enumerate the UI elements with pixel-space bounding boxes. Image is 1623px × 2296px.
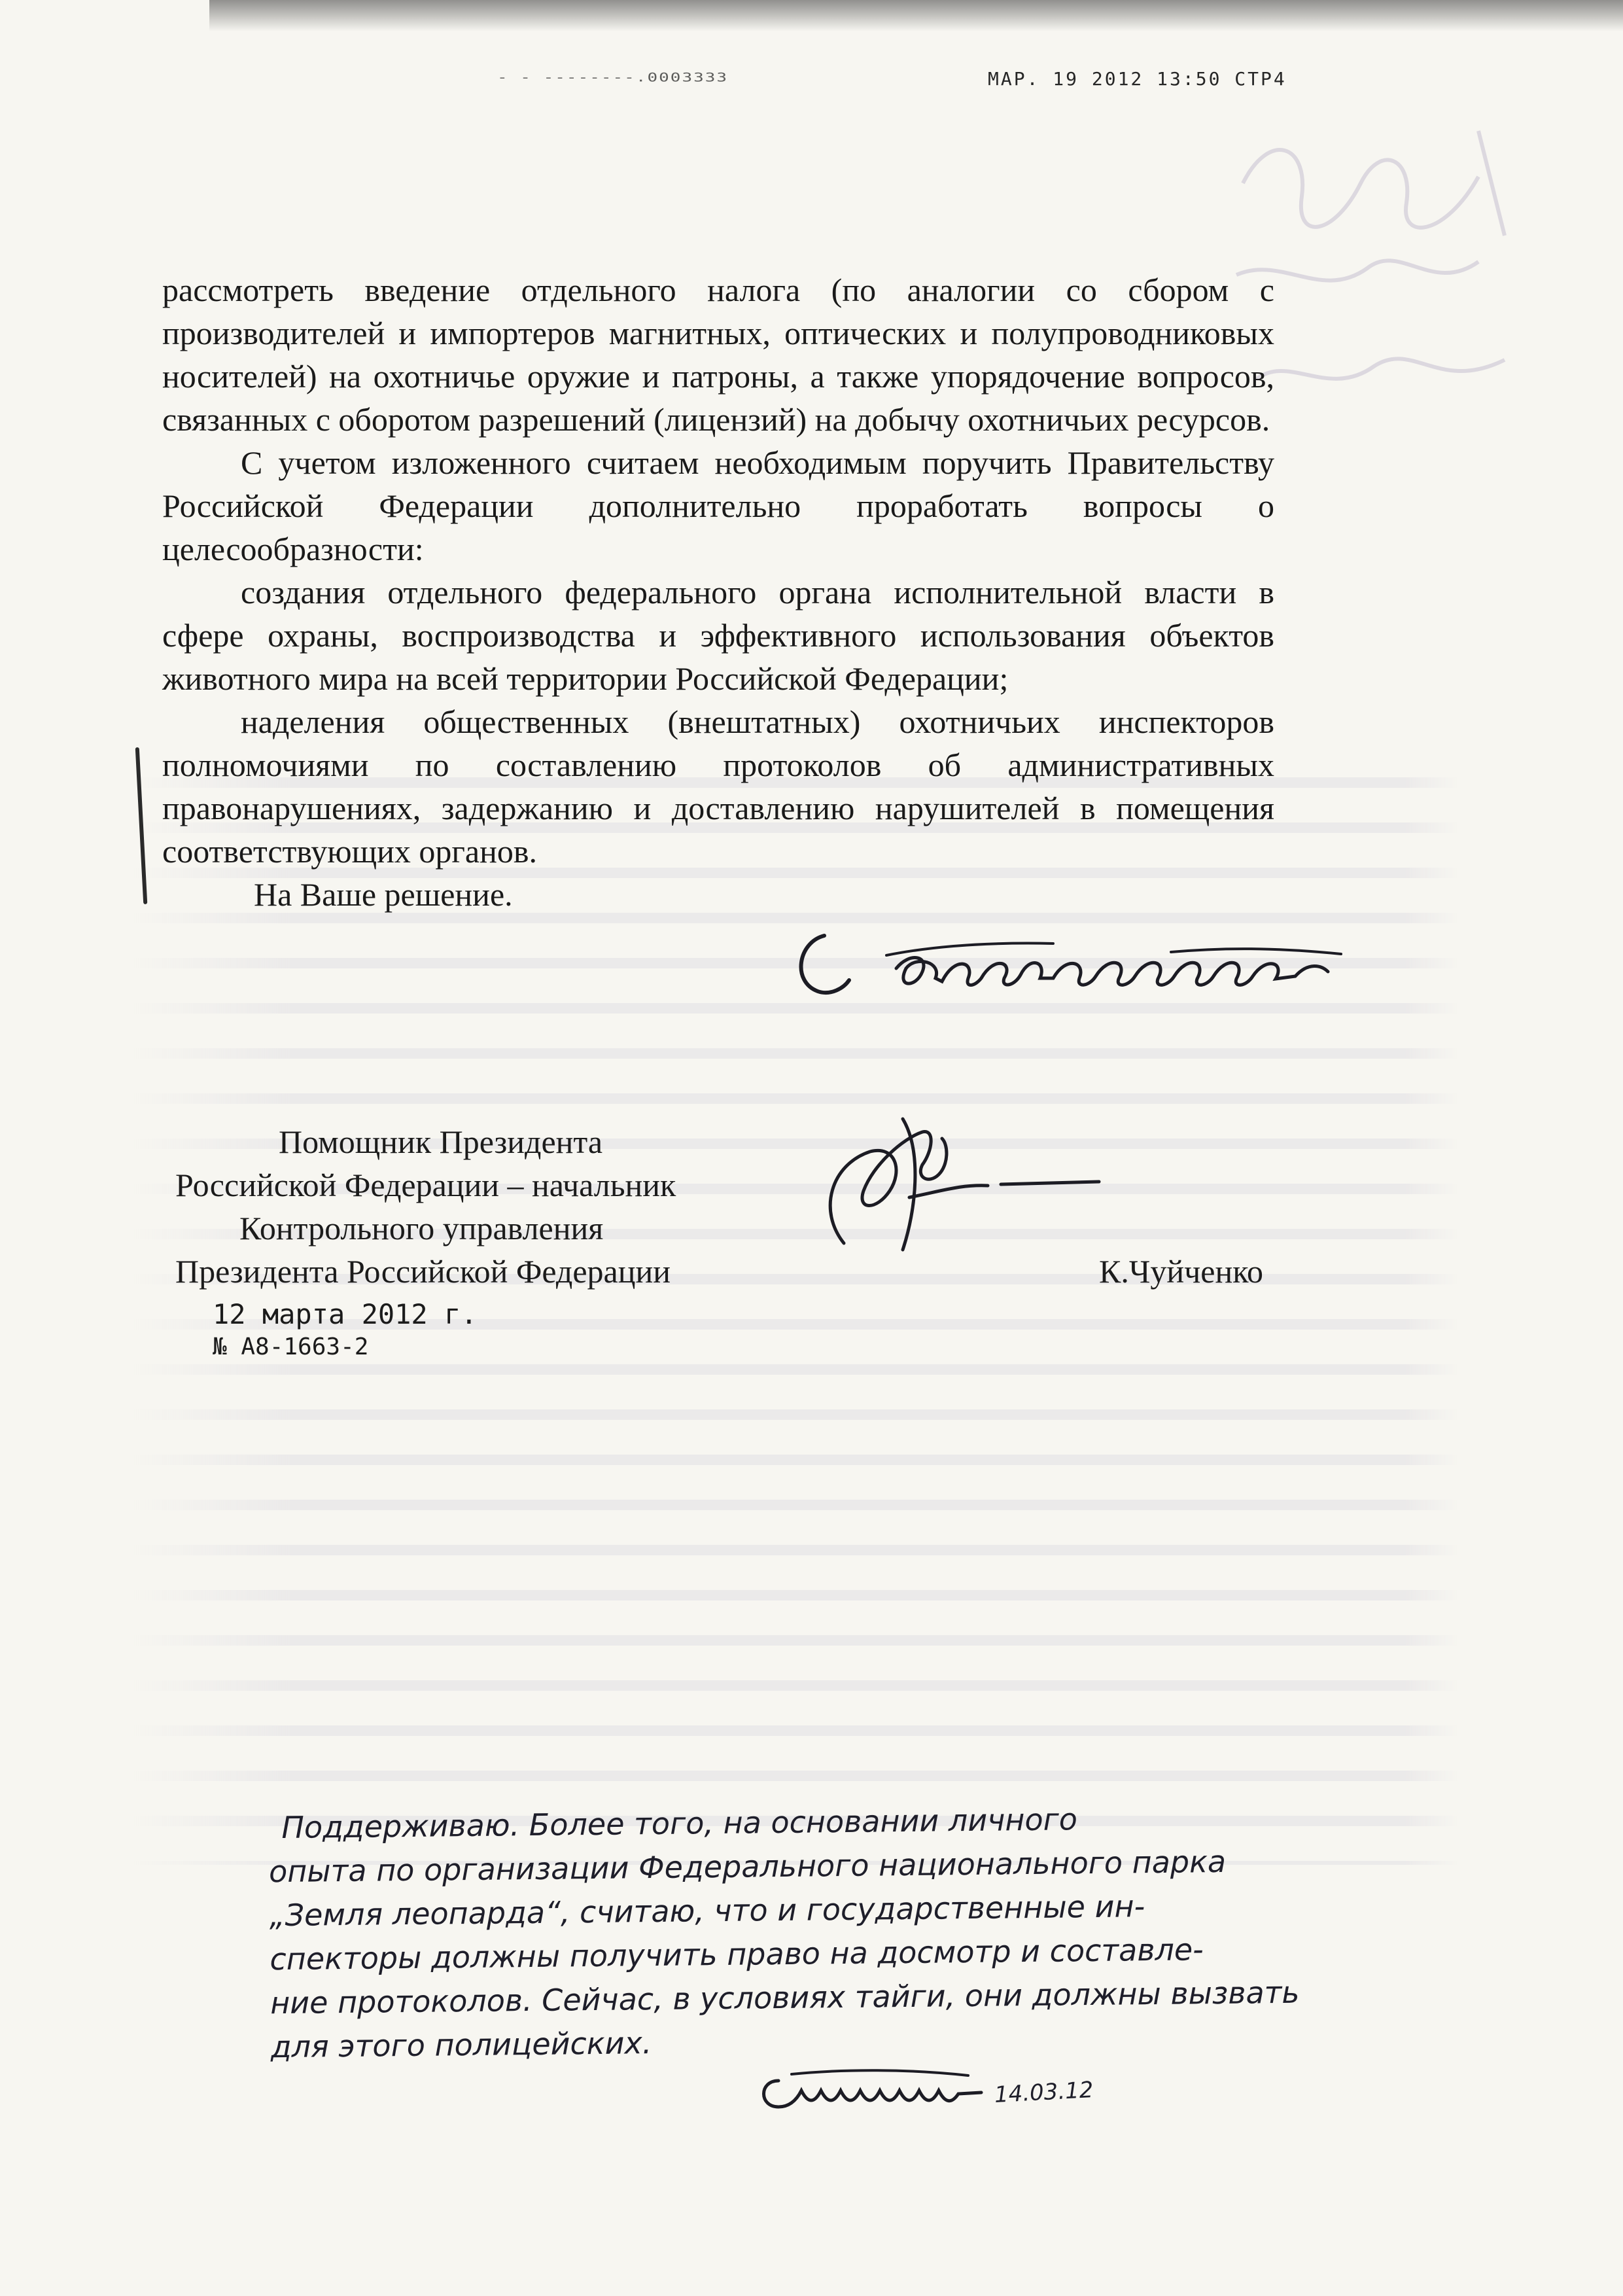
resolution-line-6: для этого полицейских.	[270, 2025, 652, 2065]
resolution-line-2: опыта по организации Федерального национального парка	[268, 1843, 1227, 1890]
handwritten-salutation	[778, 916, 1354, 1014]
paragraph-2: С учетом изложенного считаем необходимым поручить Правительству Российской Федерации дополнительно проработать вопросы о целесообразности:	[162, 444, 1274, 567]
fax-header-left: - - --------.0003333	[497, 71, 729, 85]
paragraph-4: наделения общественных (внештатных) охотничьих инспекторов полномочиями по составлению протоколов об административных правонарушениях, задержанию и доставлению нарушителей в помещения соответствующих органов.	[162, 703, 1274, 870]
handwritten-resolution	[268, 1794, 1396, 2069]
signer-position-line-1: Помощник Президента	[279, 1123, 603, 1160]
resolution-line-1: Поддерживаю. Более того, на основании личного	[281, 1801, 1078, 1845]
signer-name: К.Чуйченко	[1099, 1253, 1263, 1290]
document-number: № А8-1663-2	[213, 1333, 369, 1360]
closing-line: На Ваше решение.	[254, 876, 513, 913]
resolution-line-4: спекторы должны получить право на досмотр и составле-	[270, 1932, 1204, 1977]
document-date: 12 марта 2012 г.	[213, 1298, 478, 1330]
letter-body	[162, 268, 1274, 916]
resolution-signature	[752, 2061, 1001, 2120]
fax-header-right: МАР. 19 2012 13:50 СТР4	[988, 68, 1287, 90]
paragraph-1: рассмотреть введение отдельного налога (по аналогии со сбором с производителей и импортеров магнитных, оптических и полупроводниковых носителей) на охотничье оружие и патроны, а также упорядочение вопросов, связанных с оборотом разрешений (лицензий) на добычу охотничьих ресурсов.	[162, 272, 1274, 438]
resolution-date: 14.03.12	[994, 2077, 1094, 2108]
resolution-line-3: „Земля леопарда“, считаю, что и государственные ин-	[269, 1888, 1145, 1934]
signature	[792, 1112, 1119, 1263]
scan-edge-shadow	[209, 0, 1623, 31]
resolution-line-5: ние протоколов. Сейчас, в условиях тайги, они должны вызвать	[270, 1974, 1300, 2021]
signer-position-line-3: Контрольного управления	[239, 1210, 604, 1246]
paragraph-3: создания отдельного федерального органа исполнительной власти в сфере охраны, воспроизводства и эффективного использования объектов животного мира на всей территории Российской Федерации;	[162, 574, 1274, 697]
signer-position-line-4: Президента Российской Федерации	[175, 1253, 671, 1290]
signer-position-line-2: Российской Федерации – начальник	[175, 1167, 676, 1203]
bleed-through-scribbles	[1230, 105, 1531, 471]
